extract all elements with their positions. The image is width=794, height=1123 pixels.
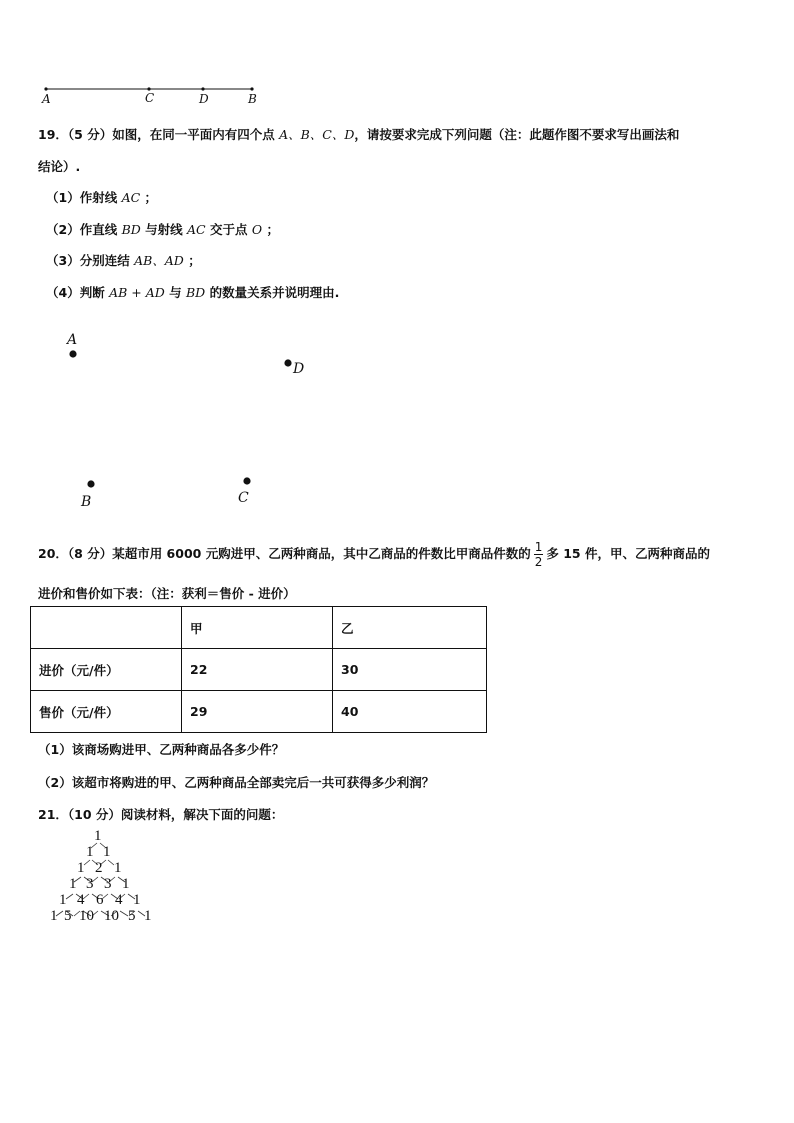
table-cell: 30 (333, 649, 487, 691)
q21-line1: 21．（10 分）阅读材料，解决下面的问题： (38, 807, 284, 822)
price-table (30, 606, 487, 733)
q19-sub2-b: BD (121, 222, 141, 237)
q19-sub1-b: AC (121, 190, 141, 205)
q19-sub3 (46, 251, 201, 269)
q19-sub2-d: AC (187, 222, 206, 237)
q19-sub4-d: BD (185, 285, 206, 300)
table-header-cell: 甲 (182, 607, 333, 649)
triangle-entry: 1 (133, 892, 141, 908)
triangle-entry: 5 (64, 908, 72, 924)
triangle-entry: 1 (122, 876, 130, 892)
triangle-entry: 1 (59, 892, 67, 908)
triangle-entry: 10 (104, 908, 119, 924)
point-b-dot (87, 480, 94, 487)
pascal-triangle (40, 828, 170, 928)
point-label-a: A (67, 332, 78, 348)
segment-label-b: B (248, 92, 257, 106)
table-header-row (31, 607, 487, 649)
segment-label-a: A (42, 92, 51, 106)
fraction-denominator: 2 (534, 555, 543, 569)
q20-line2: 进价和售价如下表：（注：获利＝售价 - 进价） (38, 586, 296, 601)
segment-label-d: D (199, 92, 209, 106)
q19-sub1-c: ； (144, 190, 158, 205)
point-label-c: C (238, 490, 249, 506)
table-header-cell (31, 607, 182, 649)
table-cell: 22 (182, 649, 333, 691)
table-header-cell: 乙 (333, 607, 487, 649)
q19-sub2-f: O (251, 222, 263, 237)
point-d-dot (201, 87, 204, 90)
triangle-entry: 3 (86, 876, 94, 892)
q19-sub4-b: AB + AD (109, 285, 165, 300)
q19-sub1-a: （1）作射线 (46, 190, 118, 205)
point-d-dot (284, 359, 291, 366)
q20-line1 (38, 541, 710, 568)
triangle-entry: 1 (86, 844, 94, 860)
point-a-dot (44, 87, 47, 90)
q19-line1-prefix: 19．（5 分）如图，在同一平面内有四个点 (38, 127, 275, 142)
triangle-entry: 1 (114, 860, 122, 876)
table-row (31, 649, 487, 691)
triangle-entry: 1 (94, 828, 102, 844)
q19-sub3-c: ； (188, 253, 201, 268)
point-c-dot (243, 477, 250, 484)
q19-sub2-g: ； (266, 222, 279, 237)
q19-line1 (38, 125, 679, 143)
point-a-dot (69, 350, 76, 357)
triangle-entry: 1 (50, 908, 58, 924)
four-points-figure (60, 340, 320, 520)
q19-sub1 (46, 188, 157, 206)
q19-sub4-e: 的数量关系并说明理由. (209, 285, 340, 300)
q19-sub4 (46, 283, 339, 301)
q19-sub2-c: 与射线 (145, 222, 183, 237)
q19-line2: 结论）. (38, 159, 81, 174)
q19-sub3-a: （3）分别连结 (46, 253, 130, 268)
point-label-b: B (81, 494, 92, 510)
q19-sub2-e: 交于点 (209, 222, 248, 237)
q20-sub2: （2）该超市将购进的甲、乙两种商品全部卖完后一共可获得多少利润？ (38, 775, 435, 790)
triangle-entry: 1 (144, 908, 152, 924)
triangle-entry: 3 (104, 876, 112, 892)
table-cell: 进价（元/件） (31, 649, 182, 691)
triangle-entry: 5 (128, 908, 136, 924)
point-b-dot (250, 87, 253, 90)
triangle-entry: 2 (95, 860, 103, 876)
table-cell: 售价（元/件） (31, 691, 182, 733)
q20-sub1: （1）该商场购进甲、乙两种商品各多少件？ (38, 742, 285, 757)
q19-sub2 (46, 220, 279, 238)
triangle-entry: 4 (115, 892, 123, 908)
q20-line1-b: 多 15 件，甲、乙两种商品的 (546, 546, 710, 561)
triangle-entry: 1 (77, 860, 85, 876)
triangle-entry: 10 (79, 908, 94, 924)
table-cell: 29 (182, 691, 333, 733)
triangle-entry: 6 (96, 892, 104, 908)
table-cell: 40 (333, 691, 487, 733)
fraction-one-half (534, 541, 544, 568)
q19-sub4-a: （4）判断 (46, 285, 105, 300)
q19-sub4-c: 与 (169, 285, 182, 300)
fraction-numerator: 1 (534, 540, 543, 554)
q19-points: A、B、C、D (279, 127, 355, 142)
table-row (31, 691, 487, 733)
point-label-d: D (293, 361, 305, 377)
q19-sub3-b: AB、AD (134, 253, 184, 268)
triangle-entry: 4 (77, 892, 85, 908)
q20-line1-a: 20．（8 分）某超市用 6000 元购进甲、乙两种商品，其中乙商品的件数比甲商品件数的 (38, 546, 531, 561)
q19-sub2-a: （2）作直线 (46, 222, 118, 237)
triangle-entry: 1 (103, 844, 111, 860)
q19-line1-suffix: ，请按要求完成下列问题（注：此题作图不要求写出画法和 (354, 127, 680, 142)
segment-label-c: C (145, 91, 155, 105)
triangle-entry: 1 (69, 876, 77, 892)
